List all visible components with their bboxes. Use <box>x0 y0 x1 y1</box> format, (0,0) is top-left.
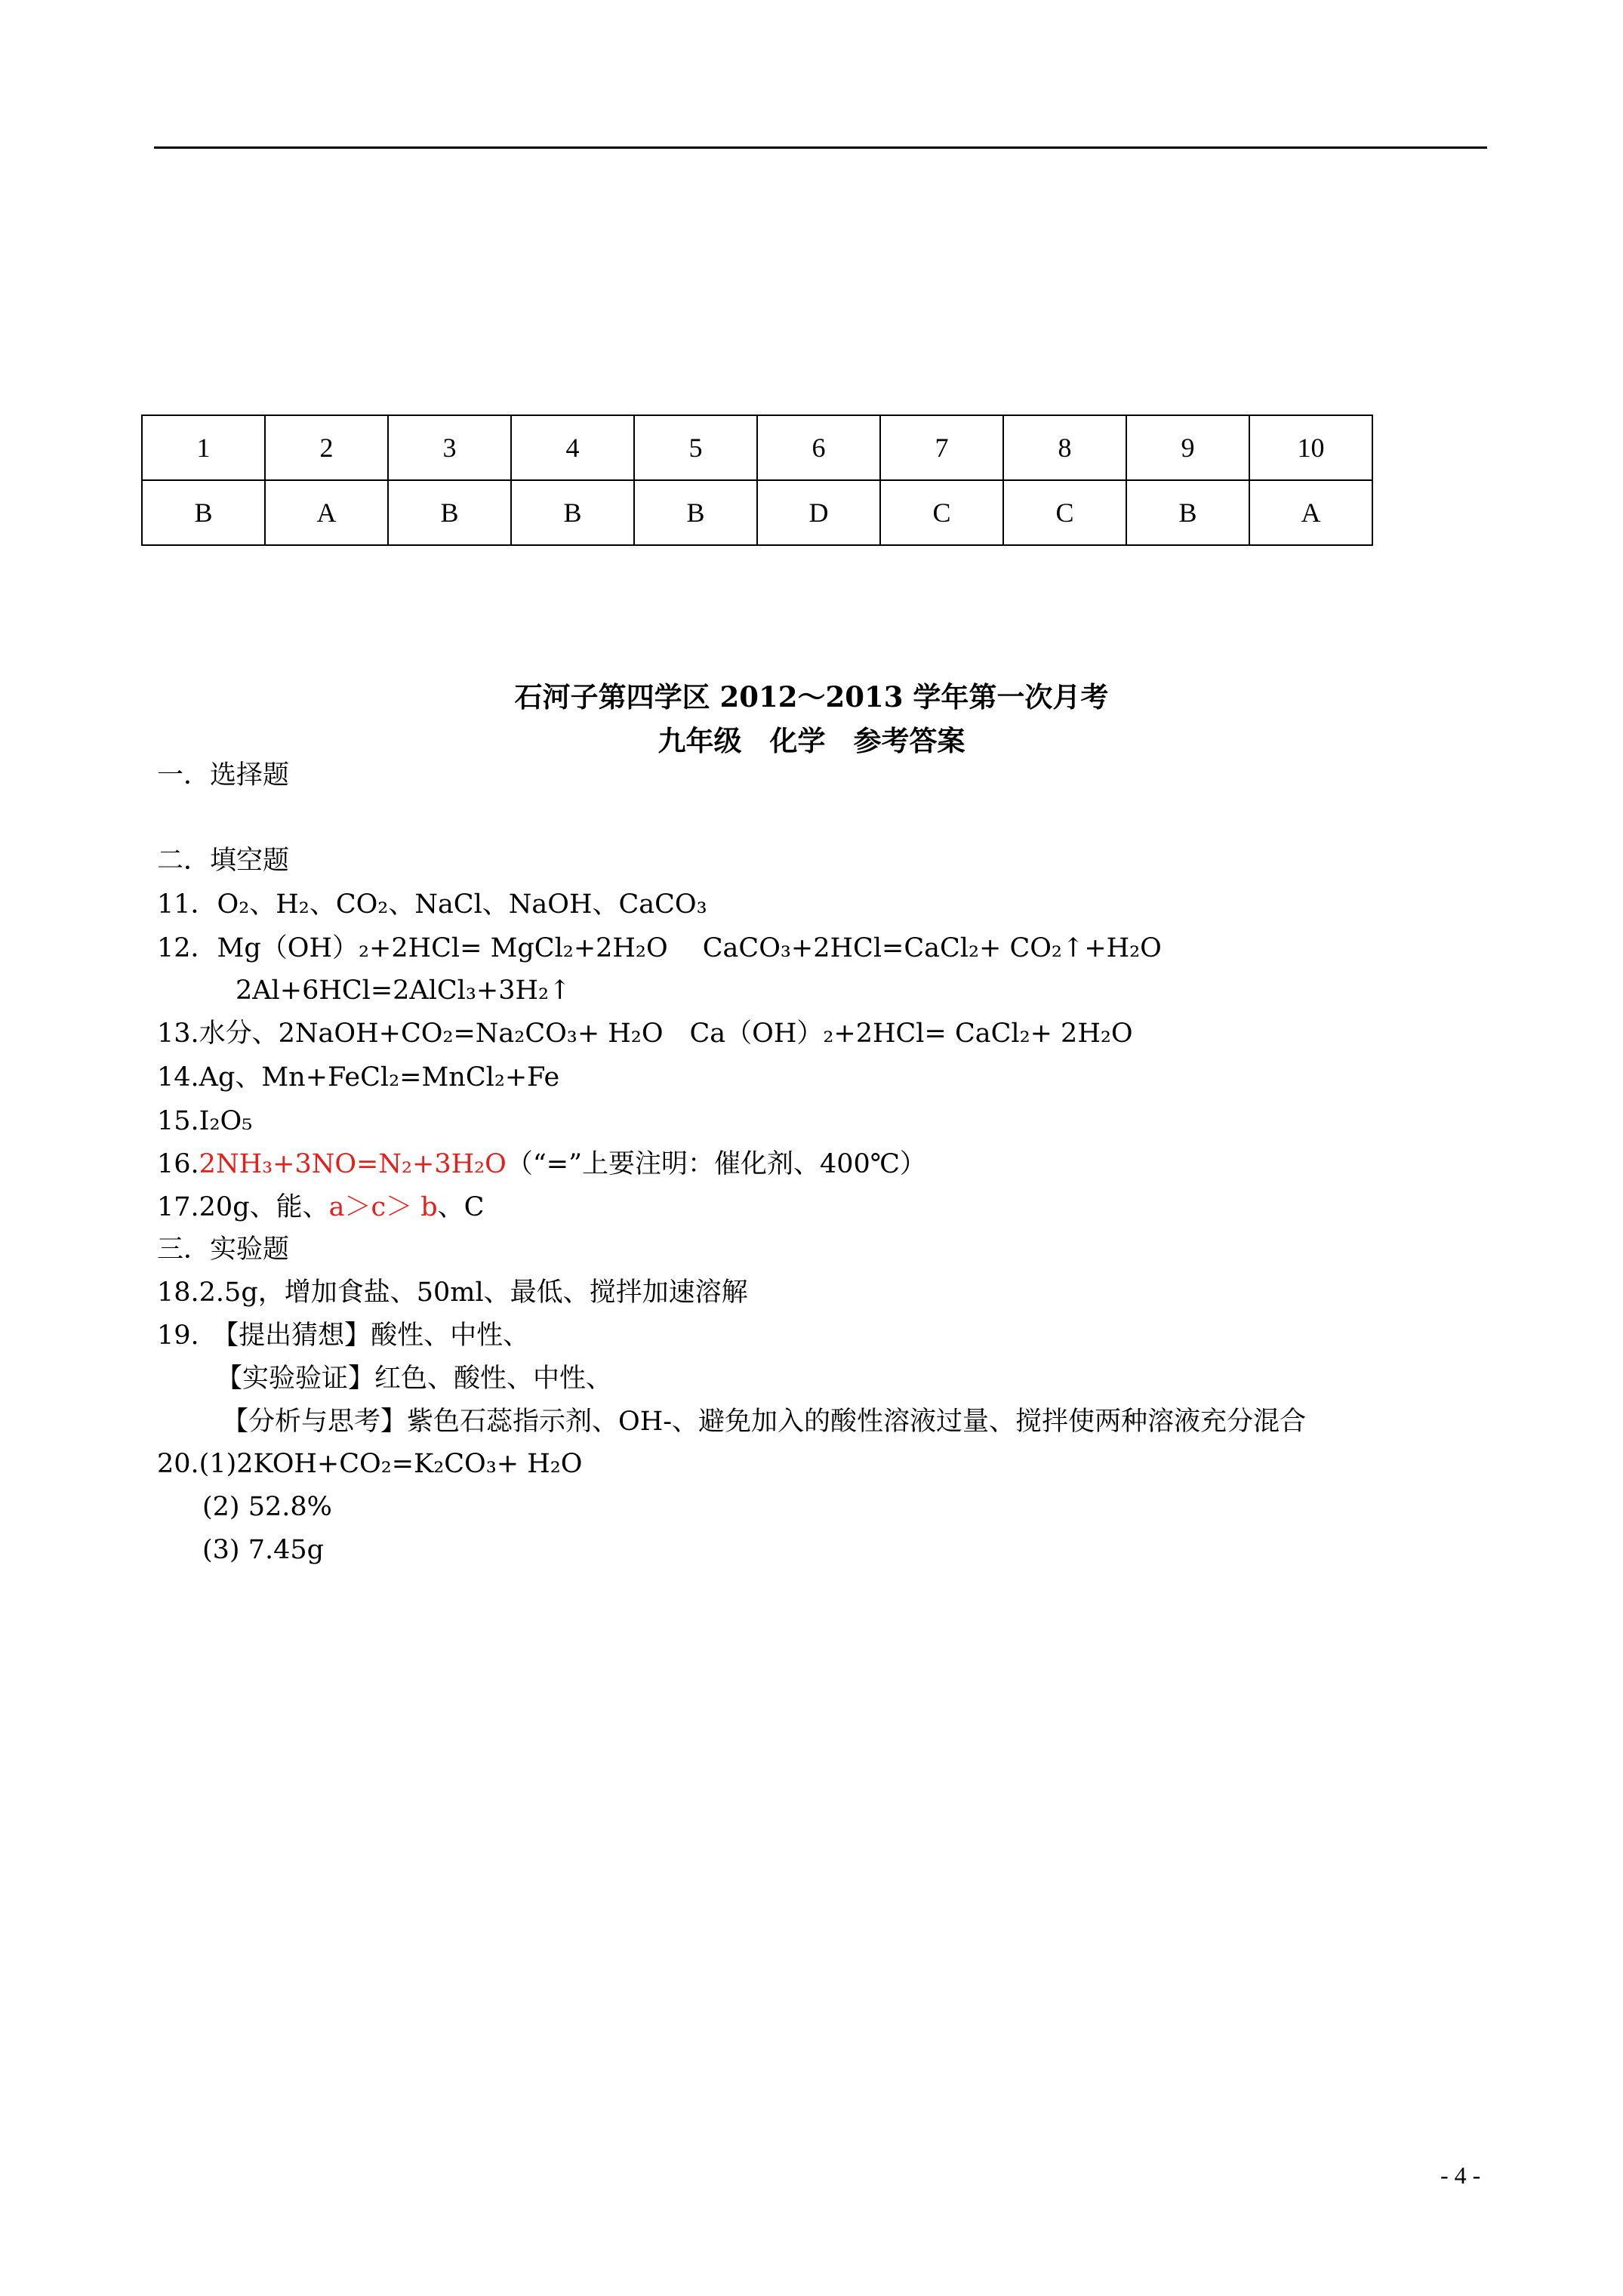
answer-line-11: 11．O₂、H₂、CO₂、NaCl、NaOH、CaCO₃ <box>157 889 707 920</box>
document-subtitle: 九年级 化学 参考答案 <box>658 724 965 757</box>
table-cell: 3 <box>388 415 511 480</box>
table-row-numbers <box>142 415 1372 480</box>
table-cell: 6 <box>757 415 880 480</box>
answer-line-12a: 12．Mg（OH）₂+2HCl= MgCl₂+2H₂O CaCO₃+2HCl=CaCl₂+ CO₂↑+H₂O <box>157 933 1162 963</box>
table-cell: 5 <box>634 415 757 480</box>
answer-text: 、C <box>437 1192 485 1222</box>
table-cell: B <box>388 480 511 545</box>
answer-table <box>141 415 1373 546</box>
answer-line-12b: 2Al+6HCl=2AlCl₃+3H₂↑ <box>236 975 571 1006</box>
section-heading-choice: 一．选择题 <box>157 760 290 791</box>
section-heading-fill: 二．填空题 <box>157 846 290 876</box>
answer-line-19c: 【分析与思考】紫色石蕊指示剂、OH-、避免加入的酸性溶液过量、搅拌使两种溶液充分混合 <box>222 1407 1307 1437</box>
table-cell: D <box>757 480 880 545</box>
page-number: - 4 - <box>1440 2162 1481 2189</box>
table-row-answers <box>142 480 1372 545</box>
highlighted-equation: 2NH₃+3NO=N₂+3H₂O <box>199 1149 507 1179</box>
table-cell: B <box>634 480 757 545</box>
table-cell: 8 <box>1003 415 1126 480</box>
table-cell: C <box>1003 480 1126 545</box>
table-cell: A <box>265 480 388 545</box>
table-cell: C <box>880 480 1003 545</box>
table-cell: B <box>1126 480 1249 545</box>
answer-text: 17.20g、能、 <box>157 1192 329 1222</box>
answer-line-20b: (2) 52.8% <box>202 1492 332 1522</box>
answer-number: 16. <box>157 1149 199 1179</box>
answer-line-13: 13.水分、2NaOH+CO₂=Na₂CO₃+ H₂O Ca（OH）₂+2HCl= CaCl₂+ 2H₂O <box>157 1019 1133 1049</box>
table-cell: A <box>1249 480 1372 545</box>
table-cell: B <box>142 480 265 545</box>
answer-note: （“=”上要注明：催化剂、400℃） <box>506 1149 926 1179</box>
answer-line-20c: (3) 7.45g <box>202 1535 325 1565</box>
answer-line-14: 14.Ag、Mn+FeCl₂=MnCl₂+Fe <box>157 1062 560 1093</box>
document-title: 石河子第四学区 2012～2013 学年第一次月考 <box>514 680 1109 713</box>
table-cell: 7 <box>880 415 1003 480</box>
header-rule <box>154 146 1487 149</box>
answer-line-15: 15.I₂O₅ <box>157 1106 253 1136</box>
answer-line-19b: 【实验验证】红色、酸性、中性、 <box>216 1364 613 1394</box>
answer-line-20a: 20.(1)2KOH+CO₂=K₂CO₃+ H₂O <box>157 1449 583 1479</box>
answer-line-17 <box>157 1194 484 1221</box>
answer-line-18: 18.2.5g，增加食盐、50ml、最低、搅拌加速溶解 <box>157 1277 748 1308</box>
table-cell: 4 <box>511 415 634 480</box>
answer-line-16 <box>157 1151 926 1178</box>
table-cell: 9 <box>1126 415 1249 480</box>
answer-line-19a: 19. 【提出猜想】酸性、中性、 <box>157 1321 530 1351</box>
table-cell: B <box>511 480 634 545</box>
table-cell: 10 <box>1249 415 1372 480</box>
section-heading-experiment: 三．实验题 <box>157 1234 290 1265</box>
table-cell: 1 <box>142 415 265 480</box>
highlighted-order: a＞c＞ b <box>328 1192 438 1222</box>
table-cell: 2 <box>265 415 388 480</box>
